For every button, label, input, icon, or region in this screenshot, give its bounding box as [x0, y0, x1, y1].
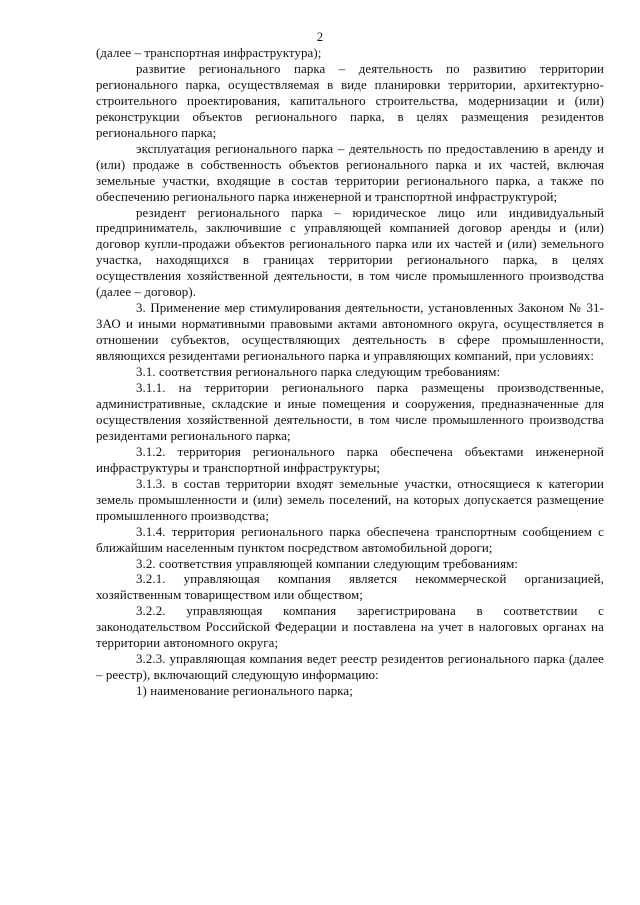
- paragraph-3: эксплуатация регионального парка – деятельность по предоставлению в аренду и (или) продаже в собственность объектов регионального парка и их частей, включая земельные участки, входящие в состав территории регионального парка, а также по обеспечению регионального парка инженерной и транспортной инфраструктурой;: [96, 141, 604, 204]
- paragraph-9: 3.1.3. в состав территории входят земельные участки, относящиеся к категории земель промышленности и (или) земель поселений, на которых допускается размещение промышленного производства;: [96, 476, 604, 523]
- paragraph-1: (далее – транспортная инфраструктура);: [96, 46, 322, 60]
- paragraph-11: 3.2. соответствия управляющей компании следующим требованиям:: [136, 556, 519, 571]
- paragraph-5: 3. Применение мер стимулирования деятельности, установленных Законом № 31-ЗАО и иными нормативными правовыми актами автономного округа, осуществляется в отношении субъектов, осуществляющих деятельность в сфере промышленности, являющихся резидентами регионального парка и управляющих компаний, при условиях:: [96, 301, 604, 364]
- paragraph-4: резидент регионального парка – юридическое лицо или индивидуальный предприниматель, заключившие с управляющей компанией договор аренды и (или) договор купли-продажи объектов регионального парка или их частей и (или) земельного участка, находящихся в границах территории регионального парка, в целях осуществления хозяйственной деятельности, в том числе промышленного производства (далее – договор).: [96, 205, 604, 300]
- page-number: 2: [316, 30, 324, 44]
- paragraph-12: 3.2.1. управляющая компания является некоммерческой организацией, хозяйственным товариществом или обществом;: [96, 572, 604, 603]
- paragraph-10: 3.1.4. территория регионального парка обеспечена транспортным сообщением с ближайшим населенным пунктом посредством автомобильной дороги;: [96, 524, 604, 555]
- paragraph-15: 1) наименование регионального парка;: [136, 684, 353, 699]
- paragraph-6: 3.1. соответствия регионального парка следующим требованиям:: [136, 365, 501, 380]
- document-body: [96, 46, 604, 700]
- paragraph-7: 3.1.1. на территории регионального парка размещены производственные, административные, складские и иные помещения и сооружения, предназначенные для осуществления хозяйственной деятельности, в том числе промышленного производства резидентами регионального парка;: [96, 381, 604, 443]
- paragraph-2: развитие регионального парка – деятельность по развитию территории регионального парка, осуществляемая в виде планировки территории, архитектурно-строительного проектирования, капитального строительства, модернизации и (или) реконструкции объектов регионального парка, в целях размещения резидентов регионального парка;: [96, 61, 604, 140]
- paragraph-14: 3.2.3. управляющая компания ведет реестр резидентов регионального парка (далее – реестр), включающий следующую информацию:: [96, 652, 604, 683]
- paragraph-13: 3.2.2. управляющая компания зарегистрирована в соответствии с законодательством Российской Федерации и поставлена на учет в налоговых органах на территории автономного округа;: [96, 604, 604, 651]
- paragraph-8: 3.1.2. территория регионального парка обеспечена объектами инженерной инфраструктуры и транспортной инфраструктуры;: [96, 444, 604, 475]
